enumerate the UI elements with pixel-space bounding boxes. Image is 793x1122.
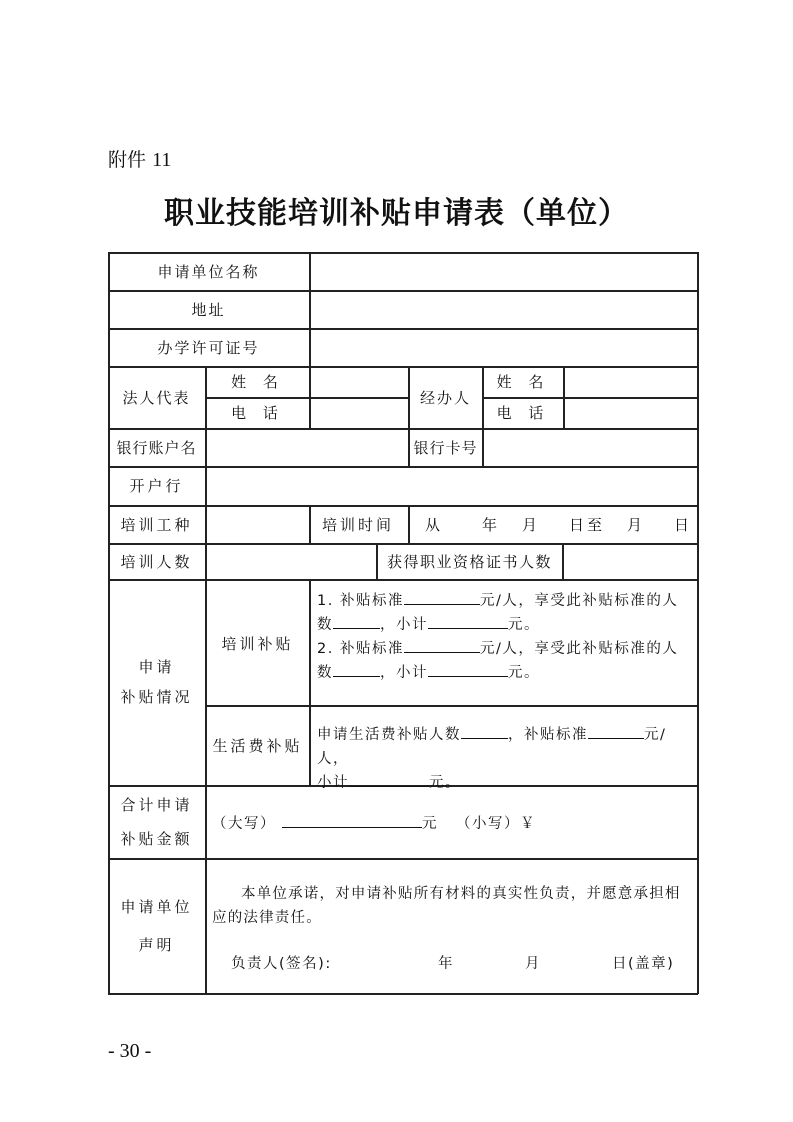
declaration-label <box>108 858 205 993</box>
certified-field[interactable] <box>563 543 697 579</box>
living-subsidy-content <box>317 723 693 795</box>
ts2-subtotal-blank[interactable] <box>428 662 508 677</box>
time-month2: 月 <box>627 515 643 534</box>
legal-rep-label: 法人代表 <box>122 388 191 407</box>
trade-label: 培训工种 <box>120 515 193 534</box>
declaration-label-line2: 声明 <box>138 935 175 954</box>
declaration-text: 本单位承诺，对申请补贴所有材料的真实性负责，并愿意承担相应的法律责任。 <box>212 886 681 926</box>
legal-rep-phone-label: 电 话 <box>231 404 284 422</box>
time-year: 年 <box>482 515 498 534</box>
ts1-subtotal-label: ，小计 <box>380 617 428 633</box>
page-number: - 30 - <box>108 1040 152 1062</box>
time-field[interactable] <box>409 505 697 543</box>
ts1-count-blank[interactable] <box>333 614 380 629</box>
ls-count-label: 申请生活费补贴人数 <box>317 727 461 743</box>
bank-account-label: 银行账户名 <box>116 438 197 457</box>
declaration-label-line1: 申请单位 <box>120 897 193 916</box>
subsidy-section-line1: 申请 <box>138 658 175 676</box>
time-label-text: 培训时间 <box>321 515 394 534</box>
handler-label: 经办人 <box>419 388 471 407</box>
ls-count-blank[interactable] <box>461 724 508 739</box>
annex-prefix: 附件 <box>108 149 147 171</box>
handler-phone-field[interactable] <box>564 397 697 428</box>
page-title: 职业技能培训补贴申请表（单位） <box>164 196 629 231</box>
handler-phone-label: 电 话 <box>496 404 550 422</box>
ts2-count-label: 数 <box>317 665 333 681</box>
total-label-line1: 合计申请 <box>120 795 193 814</box>
total-content <box>212 812 692 836</box>
total-yuan: 元 <box>422 816 438 832</box>
ts1-standard-blank[interactable] <box>404 590 480 605</box>
bank-card-label: 银行卡号 <box>413 438 478 457</box>
handler-name-field[interactable] <box>564 366 697 397</box>
total-label-line2: 补贴金额 <box>120 829 193 848</box>
time-from: 从 <box>425 515 441 534</box>
ts2-standard-label: 2. 补贴标准 <box>317 641 404 657</box>
total-label <box>108 785 205 858</box>
bank-account-field[interactable] <box>206 428 408 466</box>
ts2-standard-blank[interactable] <box>404 638 480 653</box>
ts1-subtotal-blank[interactable] <box>428 614 508 629</box>
living-subsidy-label: 生活费补贴 <box>212 736 303 755</box>
time-month: 月 <box>522 515 538 534</box>
ls-subtotal-blank[interactable] <box>349 772 429 787</box>
time-day-to: 日至 <box>569 515 606 534</box>
bank-card-field[interactable] <box>483 428 697 466</box>
ts1-count-label: 数 <box>317 617 333 633</box>
ls-standard-label: ，补贴标准 <box>508 727 588 743</box>
unit-name-field[interactable] <box>310 252 697 290</box>
sign-day-seal: 日(盖章) <box>612 956 675 972</box>
signature-line <box>212 952 690 976</box>
ts2-count-blank[interactable] <box>333 662 380 677</box>
ts2-subtotal-label: ，小计 <box>380 665 428 681</box>
ls-standard-blank[interactable] <box>588 724 644 739</box>
time-label <box>310 505 408 543</box>
trade-field[interactable] <box>206 505 309 543</box>
subsidy-section-label <box>108 579 205 785</box>
legal-rep-name-label: 姓 名 <box>231 373 284 391</box>
signer-label: 负责人(签名): <box>231 956 332 972</box>
subsidy-section-line2: 补贴情况 <box>120 688 193 706</box>
ts2-enjoy-text: 元/人，享受此补贴标准的人 <box>479 641 679 657</box>
training-subsidy-text: 培训补贴 <box>221 635 294 653</box>
training-subsidy-content <box>317 589 693 685</box>
bank-branch-field[interactable] <box>206 466 697 505</box>
annex-number: 11 <box>152 149 172 171</box>
legal-rep-name-field[interactable] <box>310 366 408 397</box>
license-field[interactable] <box>310 328 697 366</box>
certified-label: 获得职业资格证书人数 <box>386 552 552 571</box>
trainees-label: 培训人数 <box>120 552 193 571</box>
trainees-field[interactable] <box>206 543 376 579</box>
ts2-yuan: 元。 <box>508 665 540 681</box>
ts1-standard-label: 1. 补贴标准 <box>317 593 404 609</box>
ts1-yuan: 元。 <box>508 617 540 633</box>
total-lower-label: （小写）￥ <box>456 816 536 832</box>
legal-rep-phone-field[interactable] <box>310 397 408 428</box>
address-field[interactable] <box>310 290 697 328</box>
total-upper-label: （大写） <box>212 816 276 832</box>
license-label: 办学许可证号 <box>157 338 260 357</box>
sign-month: 月 <box>525 956 541 972</box>
training-subsidy-label <box>206 579 309 705</box>
time-day2: 日 <box>674 515 690 534</box>
address-label: 地址 <box>191 300 226 319</box>
bank-branch-label: 开户行 <box>129 477 184 495</box>
unit-name-label: 申请单位名称 <box>157 262 260 281</box>
handler-name-label: 姓 名 <box>496 373 550 391</box>
ls-subtotal-label: 小计 <box>317 775 349 791</box>
ts1-enjoy-text: 元/人，享受此补贴标准的人 <box>479 593 679 609</box>
ls-yuan: 元。 <box>429 775 461 791</box>
ls-unit: 元/人， <box>317 727 667 767</box>
sign-year: 年 <box>438 956 454 972</box>
annex-label <box>108 145 171 172</box>
total-upper-blank[interactable] <box>282 813 422 828</box>
